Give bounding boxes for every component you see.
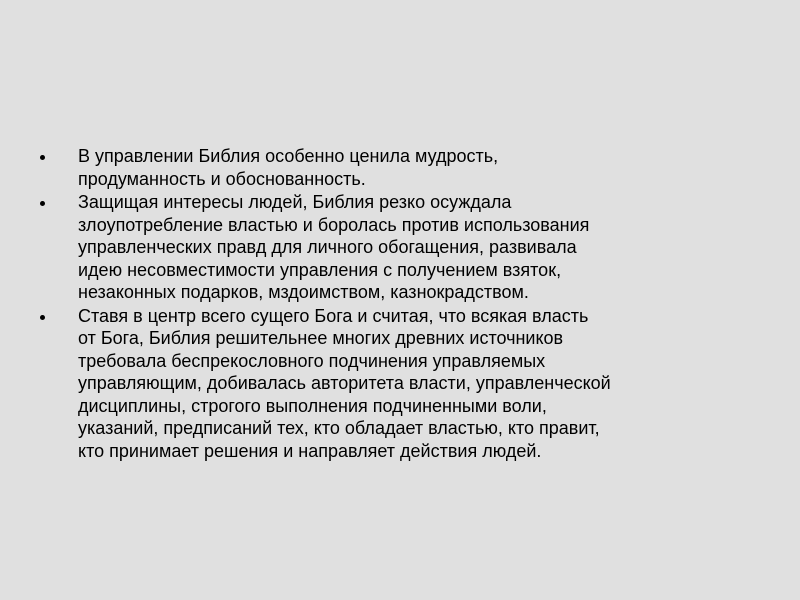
paragraph-text: Ставя в центр всего сущего Бога и считая, что всякая власть от Бога, Библия решительнее многих древних источников требовала беспрекословного подчинения управляемых управляющим, добивалась авторитета власти, управленческой дисциплины, строгого выполнения подчиненными воли, указаний, предписаний тех, кто обладает властью, кто правит, кто принимает решения и направляет действия людей. — [78, 305, 611, 461]
bullet-list — [40, 145, 760, 463]
bullet-item — [40, 191, 760, 304]
bullet-point-icon — [40, 315, 45, 320]
bullet-item — [40, 305, 760, 463]
paragraph-text: Защищая интересы людей, Библия резко осуждала злоупотребление властью и боролась против использования управленческих правд для личного обогащения, развивала идею несовместимости управления с получением взяток, незаконных подарков, мздоимством, казнокрадством. — [78, 192, 590, 302]
bullet-point-icon — [40, 201, 45, 206]
bullet-point-icon — [40, 155, 45, 160]
paragraph-text: В управлении Библия особенно ценила мудрость, продуманность и обоснованность. — [78, 146, 499, 189]
bullet-item — [40, 145, 760, 190]
